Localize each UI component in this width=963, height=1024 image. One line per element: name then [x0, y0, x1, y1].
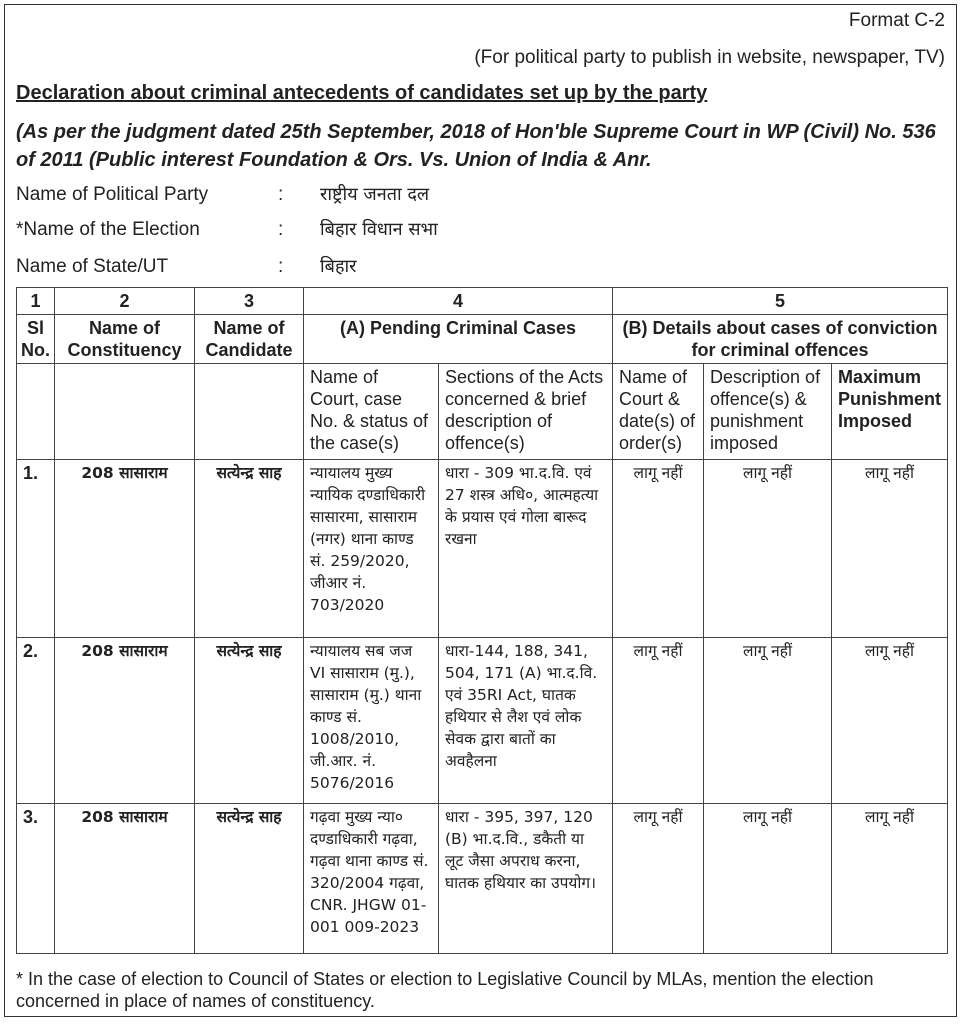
meta-colon: : [278, 256, 284, 277]
row-conv-desc: लागू नहीं [704, 638, 832, 804]
header-row [17, 315, 948, 364]
col-number: 3 [195, 288, 304, 315]
row-conv-max: लागू नहीं [832, 460, 948, 638]
header-constituency: Name of Constituency [55, 315, 195, 364]
row-sl: 1. [17, 460, 55, 638]
col-number: 1 [17, 288, 55, 315]
meta-colon: : [278, 184, 284, 205]
row-conv-court: लागू नहीं [613, 460, 704, 638]
meta-colon: : [278, 219, 284, 240]
footnote: * In the case of election to Council of States or election to Legislative Council by MLAs, mention the election concerned in place of names of constituency. [16, 969, 874, 1011]
row-court: गढ़वा मुख्य न्या० दण्डाधिकारी गढ़वा, गढ़वा थाना काण्ड सं. 320/2004 गढ़वा, CNR. JHGW 01-001 009-2023 [304, 804, 439, 954]
col-number: 4 [304, 288, 613, 315]
subheader-description: Description of offence(s) & punishment imposed [704, 364, 832, 460]
row-candidate: सत्येन्द्र साह [195, 638, 304, 804]
judgment-reference: (As per the judgment dated 25th September, 2018 of Hon'ble Supreme Court in WP (Civil) No. 536 of 2011 (Public interest Foundation & Ors. Vs. Union of India & Anr. [16, 121, 936, 171]
row-conv-max: लागू नहीं [832, 804, 948, 954]
subheader-sections: Sections of the Acts concerned & brief description of offence(s) [439, 364, 613, 460]
row-conv-court: लागू नहीं [613, 804, 704, 954]
meta-party [16, 182, 429, 206]
col-number: 5 [613, 288, 948, 315]
header-pending-cases: (A) Pending Criminal Cases [304, 315, 613, 364]
meta-value: राष्ट्रीय जनता दल [320, 184, 430, 205]
column-number-row [17, 288, 948, 315]
row-sections: धारा - 309 भा.द.वि. एवं 27 शस्त्र अधि०, आत्महत्या के प्रयास एवं गोला बारूद रखना [439, 460, 613, 638]
meta-state [16, 254, 357, 278]
meta-label: Name of State/UT [16, 256, 169, 277]
subheader-max-punishment: Maximum Punishment Imposed [832, 364, 948, 460]
format-label: Format C-2 [848, 10, 945, 31]
row-sections: धारा - 395, 397, 120 (B) भा.द.वि., डकैती या लूट जैसा अपराध करना, घातक हथियार का उपयोग। [439, 804, 613, 954]
row-sections: धारा-144, 188, 341, 504, 171 (A) भा.द.वि. एवं 35RI Act, घातक हथियार से लैश एवं लोक सेवक द्वारा बातों का अवहैलना [439, 638, 613, 804]
table-row [17, 638, 948, 804]
row-conv-desc: लागू नहीं [704, 804, 832, 954]
header-conviction: (B) Details about cases of conviction for criminal offences [613, 315, 948, 364]
meta-label: *Name of the Election [16, 219, 200, 240]
row-candidate: सत्येन्द्र साह [195, 804, 304, 954]
header-candidate: Name of Candidate [195, 315, 304, 364]
meta-label: Name of Political Party [16, 184, 209, 205]
row-conv-court: लागू नहीं [613, 638, 704, 804]
table-row [17, 460, 948, 638]
row-court: न्यायालय मुख्य न्यायिक दण्डाधिकारी सासारमा, सासाराम (नगर) थाना काण्ड सं. 259/2020, जीआर नं. 703/2020 [304, 460, 439, 638]
table-row [17, 804, 948, 954]
row-candidate: सत्येन्द्र साह [195, 460, 304, 638]
header-sl: Sl No. [17, 315, 55, 364]
subheader-court-date: Name of Court & date(s) of order(s) [613, 364, 704, 460]
row-conv-max: लागू नहीं [832, 638, 948, 804]
meta-value: बिहार [320, 256, 357, 277]
row-constituency: 208 सासाराम [55, 460, 195, 638]
row-sl: 2. [17, 638, 55, 804]
meta-value: बिहार विधान सभा [320, 219, 438, 240]
antecedents-table [16, 287, 948, 954]
row-sl: 3. [17, 804, 55, 954]
col-number: 2 [55, 288, 195, 315]
publish-note: (For political party to publish in website, newspaper, TV) [474, 47, 945, 68]
document-title: Declaration about criminal antecedents of candidates set up by the party [16, 82, 708, 104]
subheader-court: Name of Court, case No. & status of the case(s) [304, 364, 439, 460]
row-court: न्यायालय सब जज VI सासाराम (मु.), सासाराम (मु.) थाना काण्ड सं. 1008/2010, जी.आर. नं. 5076/2016 [304, 638, 439, 804]
row-conv-desc: लागू नहीं [704, 460, 832, 638]
meta-election [16, 217, 438, 241]
row-constituency: 208 सासाराम [55, 804, 195, 954]
row-constituency: 208 सासाराम [55, 638, 195, 804]
subheader-row [17, 364, 948, 460]
